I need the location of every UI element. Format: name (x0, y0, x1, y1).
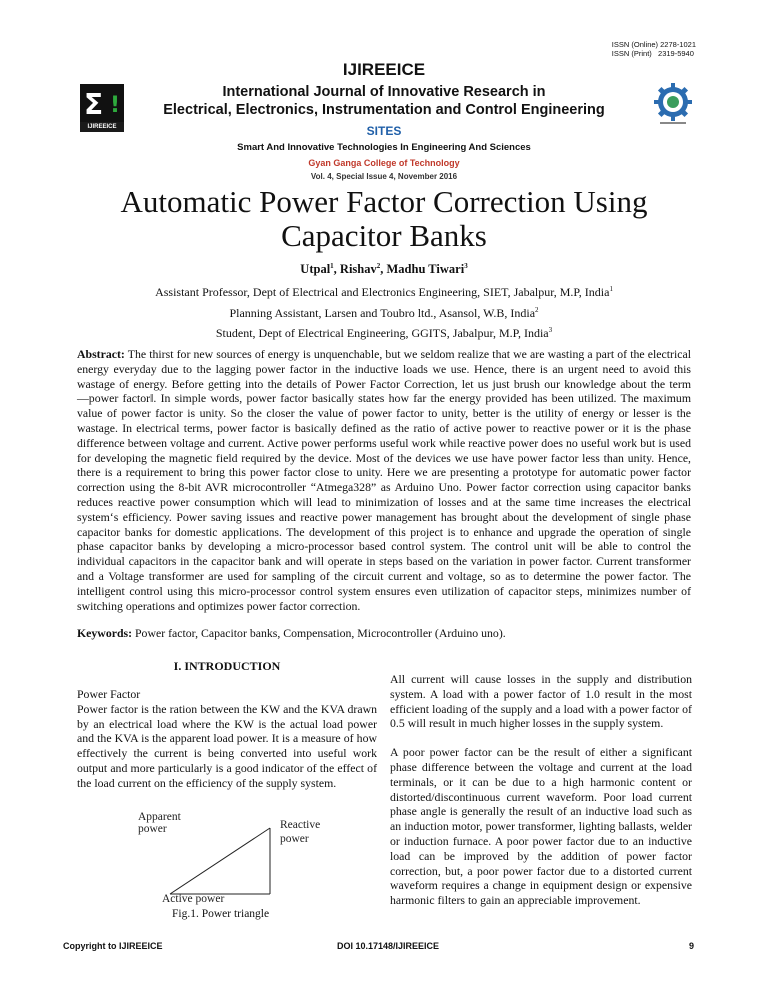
paper-title-line2: Capacitor Banks (281, 218, 487, 253)
issn-online: ISSN (Online) 2278-1021 (611, 40, 696, 49)
abstract (77, 347, 691, 613)
affiliation-3 (0, 326, 768, 341)
author-sup: 3 (464, 262, 468, 270)
affiliation-1 (0, 285, 768, 300)
affiliation-sup: 1 (609, 285, 613, 293)
issn-block (612, 40, 696, 58)
author-name: Rishav (339, 262, 377, 277)
volume-info: Vol. 4, Special Issue 4, November 2016 (310, 172, 458, 181)
right-column (390, 672, 692, 908)
apparent-power-edge (170, 828, 270, 894)
author-sup: 2 (376, 262, 381, 270)
apparent-power-label (138, 811, 181, 835)
fig-label-text: power (138, 823, 167, 835)
abstract-text: The thirst for new sources of energy is unquenchable, but we seldom realize that we are wasting a part of the electrical energy everyday due to the lagging power factor in the inductive loads we use. Hence, there is an urgent need to avoid this wastage of energy. Before getting into the details of Power Factor Correction, let us just brush our knowledge about the term ―power factor‖. In simple words, power factor basically states how far the energy provided has been utilized. The maximum value of power factor is unity. So the closer the value of power factor to unity, better is the utility of energy or lesser is the wastage. In electrical terms, power factor is basically defined as the ratio of active power to reactive power or it is the phase difference between voltage and current. Active power performs useful work while reactive power does no useful work but is used for developing the magnetic field required by the device. Most of the devices we use have power factor less than unity. Hence, there is a requirement to bring this power factor close to unity. Here we are presenting a prototype for automatic power factor correction using the 8-bit AVR microcontroller “Atmega328” as Arduino Uno. Power factor correction using capacitor banks reduces reactive power consumption which will lead to minimization of losses and at the same time increases the electrical system‘s efficiency. Power saving issues and reactive power management has brought about the development of single phase capacitor banks for domestic applications. The development of this project is to enhance and upgrade the operation of single phase capacitor banks by developing a micro-processor based control system. The control unit will be able to control the individual capacitors in the capacitor bank and will operate in steps based on the variation in power factor. Current transformer and a Voltage transformer are used for sampling of the circuit current and voltage, so as to determine the power factor. The intelligent control using this micro-processor control system ensures even utilization of capacitor steps, minimizes number of switching operations and optimizes power factor correction. (77, 347, 691, 613)
conference-name: Smart And Innovative Technologies In Engineering And Sciences (237, 142, 531, 153)
svg-text:!: ! (110, 93, 121, 118)
affiliation-text: Student, Dept of Electrical Engineering, GGITS, Jabalpur, M.P, India (215, 326, 549, 340)
active-power-label: Active power (162, 893, 225, 905)
author-name: Madhu Tiwari (386, 262, 465, 277)
section-heading: I. INTRODUCTION (173, 659, 281, 673)
svg-text:Σ: Σ (84, 88, 104, 121)
college-name: Gyan Ganga College of Technology (308, 158, 460, 168)
logo-caption: IJIREEICE (87, 124, 117, 130)
paragraph: A poor power factor can be the result of either a significant phase difference between the voltage and current at the load terminals, or it can be due to a high harmonic content or distorted/discontinuous current waveform. Poor load current phase angle is generally the result of an inductive load such as an induction motor, power transformer, lighting ballasts, welder or induction furnace. A poor power factor due to an inductive load can be improved by the addition of power factor correction, but, a poor power factor due to a distorted current waveform requires a change in equipment design or expensive harmonic filters to gain an appreciable improvement. (390, 745, 692, 908)
figure-caption: Fig.1. Power triangle (172, 908, 270, 920)
journal-full-name-line1: International Journal of Innovative Research in (222, 84, 546, 100)
fig-label-text: Reactive (280, 819, 321, 831)
affiliation-text: Planning Assistant, Larsen and Toubro ltd., Asansol, W.B, India (229, 306, 536, 320)
paragraph: Power factor is the ration between the KW and the KVA drawn by an electrical load where the KW is the actual load power and the KVA is the apparent load power. It is a measure of how effectively the current is being converted into useful work output and more particularly is a good indicator of the effect of the load current on the efficiency of the supply system. (77, 701, 377, 790)
paragraph: All current will cause losses in the supply and distribution system. A load with a power factor of 1.0 result in the most efficient loading of the supply and a load with a power factor of 0.5 will result in much higher losses in the supply system. (390, 672, 692, 731)
subheading-power-factor: Power Factor (77, 687, 141, 701)
journal-short-name: IJIREEICE (342, 60, 426, 79)
keywords (77, 626, 691, 641)
author-sup: 1 (330, 262, 334, 270)
issn-print: ISSN (Print) 2319-5940 (611, 49, 694, 58)
fig-label-text: power (280, 833, 309, 845)
fig-label-text: Apparent (138, 811, 181, 823)
left-column (77, 687, 377, 791)
affiliation-text: Assistant Professor, Dept of Electrical and Electronics Engineering, SIET, Jabalpur, M.P, India (155, 285, 610, 299)
affiliation-sup: 2 (535, 306, 539, 314)
affiliation-sup: 3 (548, 326, 553, 334)
paper-title-line1: Automatic Power Factor Correction Using (120, 184, 648, 219)
journal-full-name-line2: Electrical, Electronics, Instrumentation and Control Engineering (163, 102, 605, 118)
keywords-text: Power factor, Capacitor banks, Compensation, Microcontroller (Arduino uno). (132, 626, 506, 640)
footer-doi: DOI 10.17148/IJIREEICE (337, 941, 440, 951)
reactive-power-label (280, 818, 320, 846)
sites-label: SITES (366, 124, 402, 138)
author-name: Utpal (300, 262, 331, 277)
keywords-label: Keywords: (77, 626, 133, 640)
affiliation-2 (0, 306, 768, 321)
paper-title (0, 185, 768, 253)
page-number: 9 (689, 941, 695, 951)
footer-copyright: Copyright to IJIREEICE (63, 941, 163, 951)
author-list: Utpal$^1$, Rishav$^2$, Madhu Tiwari$^3$ (300, 262, 468, 277)
abstract-label: Abstract: (77, 347, 125, 361)
